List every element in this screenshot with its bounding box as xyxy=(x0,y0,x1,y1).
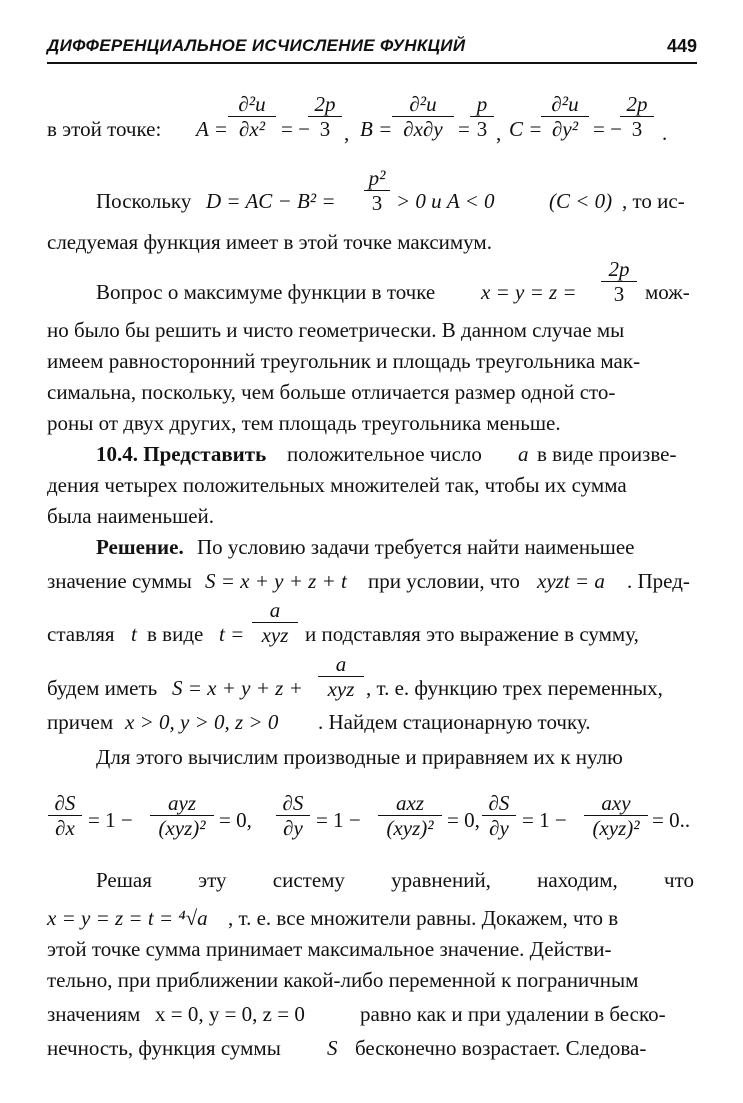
text-line: и подставляя это выражение в сумму, xyxy=(305,622,639,646)
fraction-denominator: ∂x∂y xyxy=(403,117,443,141)
math-expression: D = AC − B² = xyxy=(206,189,336,213)
fraction-denominator: 3 xyxy=(613,282,625,306)
fraction-denominator: ∂y xyxy=(283,816,303,840)
fraction-B xyxy=(392,92,454,141)
justified-line xyxy=(96,867,694,893)
math-expression: x = y = z = xyxy=(481,280,577,304)
text-lead: Поскольку xyxy=(96,189,192,213)
fraction-numerator: ∂²u xyxy=(392,92,454,117)
fraction-numerator: ayz xyxy=(150,791,214,816)
math-var: S xyxy=(327,1036,338,1060)
text-lead: Вопрос о максимуме функции в точке xyxy=(96,280,436,304)
math-expression: = 1 − xyxy=(316,808,361,832)
text-line: этой точке сумма принимает максимальное значение. Действи- xyxy=(47,937,612,961)
text-line: при условии, что xyxy=(368,569,520,593)
text-line: бесконечно возрастает. Следова- xyxy=(355,1036,647,1060)
fraction-denominator: 3 xyxy=(319,117,331,141)
fraction-numerator: ∂S xyxy=(48,791,82,816)
fraction-dS-dy xyxy=(276,791,310,840)
fraction-numerator: a xyxy=(318,652,364,677)
header-rule xyxy=(47,62,697,64)
text-lead: в этой точке: xyxy=(47,117,162,141)
fraction-numerator: ∂²u xyxy=(228,92,276,117)
math-C-label: C = xyxy=(509,117,543,141)
fraction-denominator: 3 xyxy=(371,191,383,215)
text-line: нечность, функция суммы xyxy=(47,1036,281,1060)
math-A-eq: = − xyxy=(281,117,310,141)
fraction-denominator: xyz xyxy=(261,623,289,647)
math-expression: S = x + y + z + t xyxy=(205,569,347,593)
math-expression: x = y = z = t = ⁴√a xyxy=(47,906,208,930)
text-line: симальна, поскольку, чем больше отличается размер одной сто- xyxy=(47,380,616,404)
fraction-numerator: ∂S xyxy=(276,791,310,816)
separator: , xyxy=(496,121,502,145)
fraction-numerator: axy xyxy=(584,791,648,816)
text-line: причем xyxy=(47,710,114,734)
fraction-axz xyxy=(378,791,442,840)
text-line: , т. е. функцию трех переменных, xyxy=(366,676,663,700)
word: Решая xyxy=(96,868,152,892)
text-line: , т. е. все множители равны. Докажем, что в xyxy=(228,906,619,930)
text-line: тельно, при приближении какой-либо переменной к пограничным xyxy=(47,968,639,992)
fraction-axy xyxy=(584,791,648,840)
math-expression: = 0, xyxy=(219,808,252,832)
math-expression: = 0, xyxy=(447,808,480,832)
fraction-numerator: ∂S xyxy=(482,791,516,816)
fraction-ayz xyxy=(150,791,214,840)
fraction-numerator: ∂²u xyxy=(541,92,589,117)
text-line: в виде xyxy=(147,622,204,646)
text-line: равно как и при удалении в беско- xyxy=(360,1002,666,1026)
math-expression: (C < 0) xyxy=(549,189,613,213)
page-header xyxy=(47,36,697,66)
text-tail: мож- xyxy=(645,280,690,304)
text-line: дения четырех положительных множителей так, чтобы их сумма xyxy=(47,473,627,497)
word: находим, xyxy=(537,868,618,892)
text-line: роны от двух других, тем площадь треугольника меньше. xyxy=(47,411,561,435)
math-expression: = 0.. xyxy=(652,808,691,832)
separator: , xyxy=(344,121,350,145)
text-line: будем иметь xyxy=(47,676,158,700)
fraction-A-value xyxy=(308,92,342,141)
word: что xyxy=(664,868,694,892)
text-line: имеем равносторонний треугольник и площадь треугольника мак- xyxy=(47,349,641,373)
fraction-dS-dy xyxy=(482,791,516,840)
text-line: была наименьшей. xyxy=(47,504,215,528)
fraction-C-value xyxy=(620,92,654,141)
math-B-eq: = xyxy=(458,117,470,141)
text-line: Для этого вычислим производные и приравняем их к нулю xyxy=(96,745,623,769)
fraction-a-xyz xyxy=(252,598,298,647)
fraction-a-xyz xyxy=(318,652,364,701)
fraction-numerator: a xyxy=(252,598,298,623)
fraction-denominator: 3 xyxy=(476,117,488,141)
math-A-label: A = xyxy=(196,117,228,141)
fraction-denominator: ∂x² xyxy=(239,117,265,141)
fraction-2p-3 xyxy=(601,257,637,306)
math-expression: t = xyxy=(219,622,245,646)
text-line: . Найдем стационарную точку. xyxy=(318,710,591,734)
page-number: 449 xyxy=(666,36,697,56)
solution-label: Решение. xyxy=(96,535,184,559)
math-var: a xyxy=(518,442,529,466)
running-title: ДИФФЕРЕНЦИАЛЬНОЕ ИСЧИСЛЕНИЕ ФУНКЦИЙ xyxy=(47,36,466,55)
text-line: значение суммы xyxy=(47,569,192,593)
math-expression: x > 0, y > 0, z > 0 xyxy=(125,710,279,734)
fraction-denominator: (xyz)² xyxy=(386,816,434,840)
math-expression: = 1 − xyxy=(88,808,133,832)
math-expression: xyzt = a xyxy=(537,569,605,593)
fraction-denominator: ∂y² xyxy=(552,117,578,141)
fraction-denominator: (xyz)² xyxy=(158,816,206,840)
fraction-numerator: 2p xyxy=(620,92,654,117)
math-expression: S = x + y + z + xyxy=(172,676,303,700)
fraction-denominator: (xyz)² xyxy=(592,816,640,840)
fraction-denominator: ∂x xyxy=(55,816,75,840)
text-line: в виде произве- xyxy=(537,442,677,466)
text-line: По условию задачи требуется найти наименьшее xyxy=(197,535,635,559)
fraction-denominator: ∂y xyxy=(489,816,509,840)
fraction-dS-dx xyxy=(48,791,82,840)
word: систему xyxy=(272,868,345,892)
math-C-eq: = − xyxy=(593,117,622,141)
fraction-A xyxy=(228,92,276,141)
text-line: следуемая функция имеет в этой точке максимум. xyxy=(47,230,492,254)
text-tail: , то ис- xyxy=(622,189,685,213)
math-expression: = 1 − xyxy=(522,808,567,832)
math-expression: x = 0, y = 0, z = 0 xyxy=(155,1002,305,1026)
fraction-numerator: p² xyxy=(364,166,390,191)
word: уравнений, xyxy=(391,868,491,892)
fraction-numerator: p xyxy=(470,92,494,117)
math-var: t xyxy=(131,622,137,646)
fraction-numerator: axz xyxy=(378,791,442,816)
text-line: ставляя xyxy=(47,622,115,646)
math-B-label: B = xyxy=(360,117,393,141)
word: эту xyxy=(198,868,227,892)
fraction-B-value xyxy=(470,92,494,141)
text-line: . Пред- xyxy=(627,569,690,593)
text-line: положительное число xyxy=(287,442,482,466)
fraction-numerator: 2p xyxy=(308,92,342,117)
period: . xyxy=(662,121,668,145)
fraction-numerator: 2p xyxy=(601,257,637,282)
text-line: но было бы решить и чисто геометрически. В данном случае мы xyxy=(47,318,625,342)
fraction-denominator: xyz xyxy=(327,677,355,701)
fraction-p2-3 xyxy=(364,166,390,215)
fraction-C xyxy=(541,92,589,141)
fraction-denominator: 3 xyxy=(631,117,643,141)
problem-number: 10.4. Представить xyxy=(96,442,267,466)
math-expression: > 0 и A < 0 xyxy=(396,189,495,213)
text-line: значениям xyxy=(47,1002,141,1026)
